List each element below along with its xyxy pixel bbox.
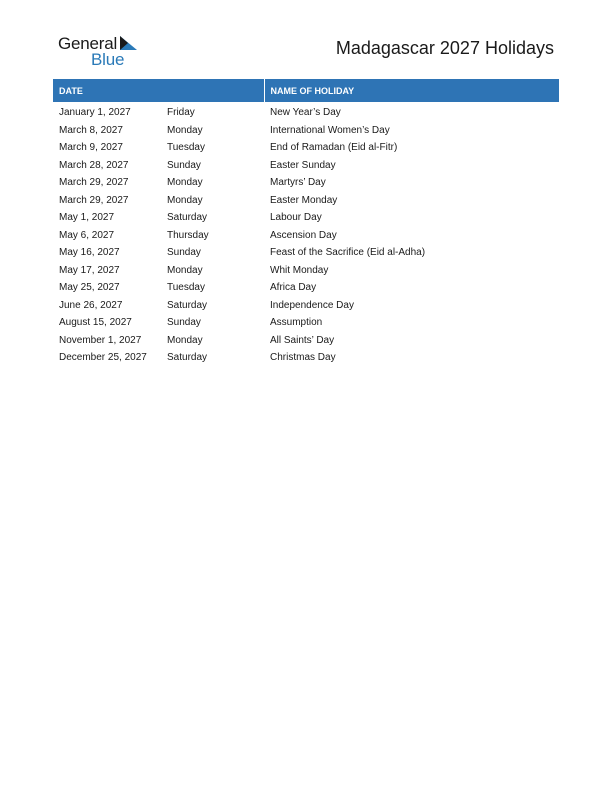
table-row bbox=[53, 332, 559, 350]
holiday-name-cell: New Year’s Day bbox=[270, 107, 341, 119]
table-row bbox=[53, 102, 559, 122]
holiday-date-cell: January 1, 2027 bbox=[59, 107, 131, 119]
holiday-name-cell: End of Ramadan (Eid al-Fitr) bbox=[270, 142, 398, 154]
table-row bbox=[53, 314, 559, 332]
logo-triangle-icon bbox=[120, 36, 138, 50]
holiday-date-cell: December 25, 2027 bbox=[59, 352, 147, 364]
holiday-date-cell: March 29, 2027 bbox=[59, 194, 129, 206]
holiday-name-cell: Martyrs’ Day bbox=[270, 177, 326, 189]
holiday-name-cell: Independence Day bbox=[270, 299, 354, 311]
logo-word-general: General bbox=[58, 34, 118, 53]
holiday-weekday-cell: Sunday bbox=[167, 247, 201, 259]
holiday-name-cell: Feast of the Sacrifice (Eid al-Adha) bbox=[270, 247, 426, 259]
holiday-weekday-cell: Monday bbox=[167, 264, 203, 276]
page-title: Madagascar 2027 Holidays bbox=[335, 38, 554, 58]
holiday-name-cell: Africa Day bbox=[270, 282, 317, 294]
table-row bbox=[53, 174, 559, 192]
table-row bbox=[53, 139, 559, 157]
holiday-name-cell: Ascension Day bbox=[270, 229, 337, 241]
table-header-row bbox=[53, 79, 559, 102]
holiday-date-cell: March 8, 2027 bbox=[59, 124, 123, 136]
table-row bbox=[53, 209, 559, 227]
table-row bbox=[53, 297, 559, 315]
holiday-table bbox=[53, 79, 559, 367]
holiday-weekday-cell: Saturday bbox=[167, 299, 208, 311]
holiday-name-cell: All Saints’ Day bbox=[270, 334, 335, 346]
holiday-date-cell: November 1, 2027 bbox=[59, 334, 142, 346]
date-column-header: DATE bbox=[53, 79, 264, 102]
holiday-column-header: NAME OF HOLIDAY bbox=[264, 79, 559, 102]
holiday-weekday-cell: Thursday bbox=[167, 229, 209, 241]
holiday-name-cell: Assumption bbox=[270, 317, 323, 329]
holiday-weekday-cell: Sunday bbox=[167, 317, 201, 329]
holiday-date-cell: May 16, 2027 bbox=[59, 247, 120, 259]
table-row bbox=[53, 349, 559, 367]
table-row bbox=[53, 157, 559, 175]
holiday-weekday-cell: Tuesday bbox=[167, 142, 205, 154]
table-row bbox=[53, 122, 559, 140]
table-row bbox=[53, 192, 559, 210]
holiday-weekday-cell: Monday bbox=[167, 194, 203, 206]
holiday-name-cell: International Women’s Day bbox=[270, 124, 390, 136]
table-row bbox=[53, 262, 559, 280]
holiday-date-cell: March 29, 2027 bbox=[59, 177, 129, 189]
holiday-weekday-cell: Monday bbox=[167, 177, 203, 189]
holiday-date-cell: May 17, 2027 bbox=[59, 264, 120, 276]
logo-word-blue: Blue bbox=[91, 50, 125, 69]
holiday-name-cell: Easter Sunday bbox=[270, 159, 336, 171]
holiday-date-cell: June 26, 2027 bbox=[59, 299, 123, 311]
holiday-weekday-cell: Tuesday bbox=[167, 282, 205, 294]
holiday-date-cell: May 6, 2027 bbox=[59, 229, 115, 241]
holiday-weekday-cell: Sunday bbox=[167, 159, 201, 171]
holiday-date-cell: March 9, 2027 bbox=[59, 142, 123, 154]
holiday-date-cell: March 28, 2027 bbox=[59, 159, 129, 171]
table-row bbox=[53, 279, 559, 297]
holiday-name-cell: Labour Day bbox=[270, 212, 322, 224]
holiday-date-cell: May 1, 2027 bbox=[59, 212, 115, 224]
holiday-weekday-cell: Friday bbox=[167, 107, 195, 119]
holiday-weekday-cell: Saturday bbox=[167, 352, 208, 364]
holiday-name-cell: Christmas Day bbox=[270, 352, 336, 364]
holiday-name-cell: Easter Monday bbox=[270, 194, 338, 206]
holiday-date-cell: August 15, 2027 bbox=[59, 317, 132, 329]
holiday-name-cell: Whit Monday bbox=[270, 264, 329, 276]
table-row bbox=[53, 227, 559, 245]
holiday-date-cell: May 25, 2027 bbox=[59, 282, 120, 294]
holiday-weekday-cell: Monday bbox=[167, 124, 203, 136]
holiday-weekday-cell: Monday bbox=[167, 334, 203, 346]
generalblue-logo bbox=[58, 34, 148, 68]
table-body bbox=[53, 102, 559, 367]
table-row bbox=[53, 244, 559, 262]
holiday-weekday-cell: Saturday bbox=[167, 212, 208, 224]
